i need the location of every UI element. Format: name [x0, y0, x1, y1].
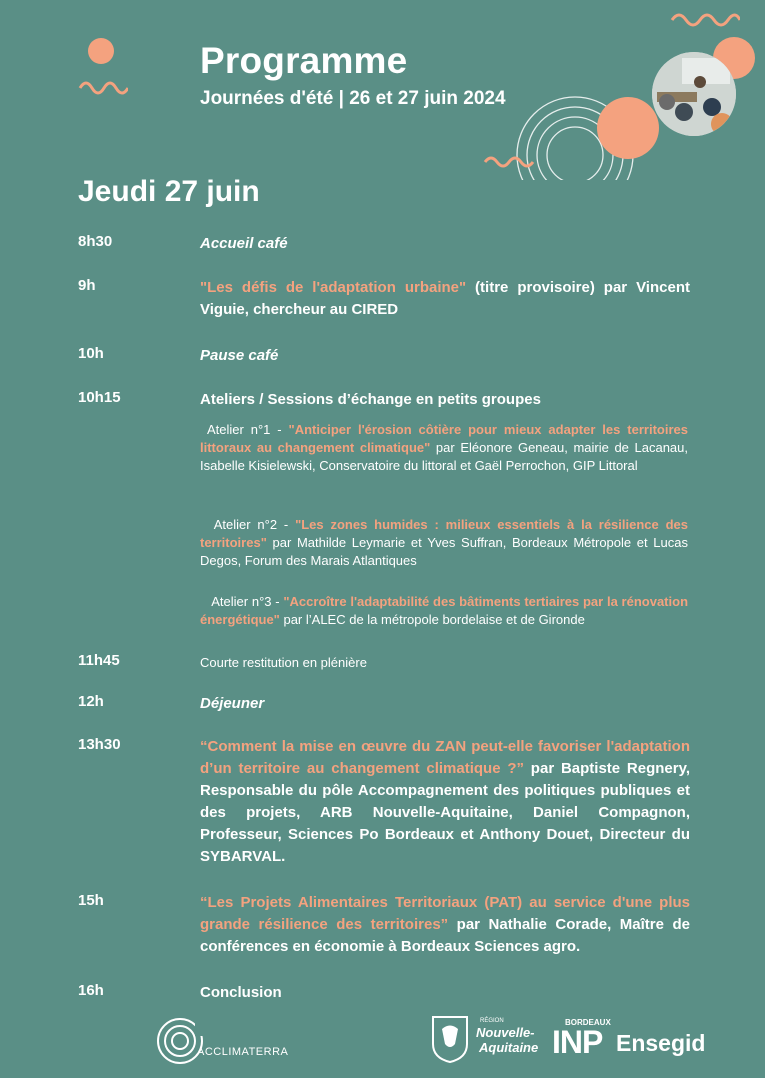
agenda-time: 8h30 [78, 233, 113, 250]
workshop-photo [652, 52, 736, 136]
agenda-text [200, 736, 690, 868]
region-small-label: RÉGION [480, 1018, 504, 1024]
wave-decoration-left [78, 76, 128, 96]
atelier-item [200, 593, 688, 629]
region-name-line2: Aquitaine [479, 1040, 539, 1055]
agenda-time: 16h [78, 982, 104, 999]
talk-speaker: par Nathalie Corade, Maître de conférences en économie à Bordeaux Sciences agro. [200, 916, 690, 955]
orange-circle-large-decoration [596, 96, 660, 160]
atelier-title: "Les zones humides : milieux essentiels à la résilience des territoires" [200, 517, 688, 550]
agenda-text: Pause café [200, 347, 279, 364]
inp-logo: INP [552, 1024, 603, 1060]
agenda-time: 15h [78, 892, 104, 909]
agenda-text [200, 277, 690, 321]
agenda-time: 10h15 [78, 389, 121, 406]
atelier-title: "Accroître l'adaptabilité des bâtiments tertiaires par la rénovation énergétique" [200, 594, 689, 627]
agenda-time: 12h [78, 693, 104, 710]
wave-decoration-mid [483, 152, 538, 168]
acclimaterra-logo-icon [155, 1016, 205, 1066]
page-subtitle: Journées d'été | 26 et 27 juin 2024 [200, 88, 506, 109]
atelier-item [200, 421, 688, 475]
atelier-label: Atelier n°2 - [213, 517, 296, 532]
talk-title: “Les Projets Alimentaires Territoriaux (PAT) au service d'une plus grande résilience des territoires” [200, 894, 690, 933]
atelier-speakers: par Eléonore Geneau, mairie de Lacanau, Isabelle Kisielewski, Conservatoire du littoral et Gaël Perrochon, GIP Littoral [200, 440, 688, 473]
wave-decoration-top-right [670, 8, 740, 28]
talk-title: “Comment la mise en œuvre du ZAN peut-elle favoriser l'adaptation d’un territoire au changement climatique ?” [200, 738, 690, 777]
atelier-item [200, 516, 688, 570]
agenda-time: 10h [78, 345, 104, 362]
atelier-speakers: par Mathilde Leymarie et Yves Suffran, Bordeaux Métropole et Lucas Degos, Forum des Marais Atlantiques [200, 535, 688, 568]
page-title: Programme [200, 40, 408, 81]
inp-small-label: BORDEAUX [565, 1018, 611, 1027]
agenda-text: Déjeuner [200, 695, 265, 712]
agenda-text: Accueil café [200, 235, 288, 252]
talk-title: "Les défis de l'adaptation urbaine" [200, 279, 467, 296]
atelier-title: "Anticiper l'érosion côtière pour mieux adapter les territoires littoraux au changement climatique" [200, 422, 688, 455]
region-name-line1: Nouvelle- [476, 1025, 535, 1040]
agenda-time: 9h [78, 277, 96, 294]
agenda-text: Courte restitution en plénière [200, 655, 367, 670]
orange-dot-decoration [86, 36, 116, 66]
agenda-text: Conclusion [200, 984, 282, 1001]
ensegid-logo: Ensegid [616, 1030, 706, 1056]
atelier-label: Atelier n°3 - [211, 594, 284, 609]
atelier-speakers: par l’ALEC de la métropole bordelaise et de Gironde [279, 612, 585, 627]
agenda-text: Ateliers / Sessions d’échange en petits groupes [200, 391, 541, 408]
acclimaterra-logo-text: ACCLIMATERRA [197, 1046, 289, 1058]
region-shield-icon [430, 1014, 470, 1064]
atelier-label: Atelier n°1 - [206, 422, 289, 437]
day-heading: Jeudi 27 juin [78, 175, 260, 208]
talk-speaker: (titre provisoire) par Vincent Viguie, chercheur au CIRED [200, 279, 690, 318]
footer-logos [0, 1010, 765, 1078]
agenda-text [200, 892, 690, 958]
talk-speaker: par Baptiste Regnery, Responsable du pôle Accompagnement des politiques publiques et des projets, ARB Nouvelle-Aquitaine, Daniel Compagnon, Professeur, Sciences Po Bordeaux et Anthony Douet, Directeur du SYBARVAL. [200, 760, 690, 865]
workshop-photo-image [652, 52, 736, 136]
agenda-time: 11h45 [78, 652, 120, 669]
agenda-time: 13h30 [78, 736, 121, 753]
